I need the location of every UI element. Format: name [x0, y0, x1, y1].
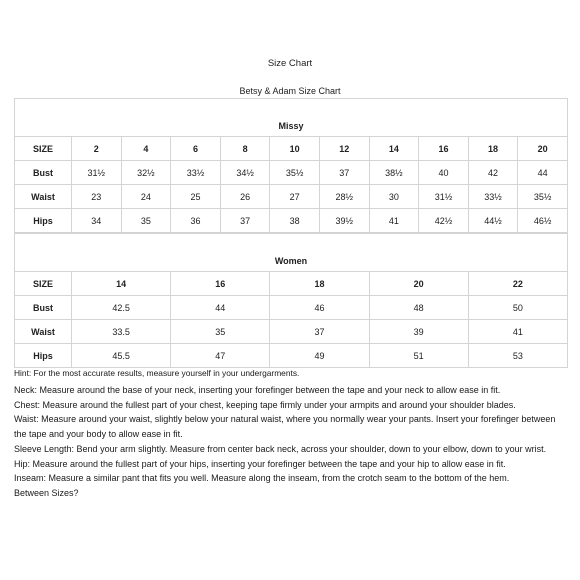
note-between-sizes: Between Sizes? [14, 487, 79, 498]
table-cell: 42 [468, 161, 518, 185]
missy-row-waist [15, 185, 568, 209]
table-cell: 35 [171, 320, 270, 344]
table-cell: 27 [270, 185, 320, 209]
missy-header-cell: SIZE [15, 137, 72, 161]
missy-header-cell: 2 [72, 137, 122, 161]
table-cell: 39½ [319, 209, 369, 233]
table-cell: 32½ [121, 161, 171, 185]
table-cell: 31½ [72, 161, 122, 185]
missy-header-cell: 16 [419, 137, 469, 161]
table-cell: 50 [468, 296, 567, 320]
note-inseam: Inseam: Measure a similar pant that fits you well. Measure along the inseam, from the crotch seam to the bottom of the hem. [14, 473, 510, 484]
table-cell: 47 [171, 344, 270, 368]
row-label: Bust [15, 296, 72, 320]
table-cell: 34½ [220, 161, 270, 185]
table-cell: 38½ [369, 161, 419, 185]
table-cell: 36 [171, 209, 221, 233]
table-cell: 46½ [518, 209, 568, 233]
table-cell: 53 [468, 344, 567, 368]
table-cell: 37 [270, 320, 369, 344]
missy-header-cell: 6 [171, 137, 221, 161]
women-header-cell: 16 [171, 272, 270, 296]
table-cell: 46 [270, 296, 369, 320]
table-cell: 26 [220, 185, 270, 209]
missy-size-table [14, 98, 568, 233]
missy-header-cell: 10 [270, 137, 320, 161]
missy-header-cell: 14 [369, 137, 419, 161]
table-cell: 42½ [419, 209, 469, 233]
table-cell: 24 [121, 185, 171, 209]
missy-section-title: Missy [15, 99, 568, 137]
table-cell: 44½ [468, 209, 518, 233]
women-header-cell: 22 [468, 272, 567, 296]
table-cell: 48 [369, 296, 468, 320]
hint-text: Hint: For the most accurate results, measure yourself in your undergarments. [14, 368, 300, 378]
row-label: Bust [15, 161, 72, 185]
table-cell: 44 [171, 296, 270, 320]
table-cell: 41 [468, 320, 567, 344]
page-title: Size Chart [267, 58, 313, 69]
table-cell: 35 [121, 209, 171, 233]
measurement-notes [14, 367, 569, 501]
table-cell: 44 [518, 161, 568, 185]
table-cell: 37 [220, 209, 270, 233]
missy-header-row [15, 137, 568, 161]
table-cell: 30 [369, 185, 419, 209]
table-cell: 37 [319, 161, 369, 185]
table-cell: 41 [369, 209, 419, 233]
table-title: Betsy & Adam Size Chart [239, 86, 341, 96]
table-cell: 28½ [319, 185, 369, 209]
women-header-row [15, 272, 568, 296]
women-size-table [14, 233, 568, 368]
note-neck: Neck: Measure around the base of your neck, inserting your forefinger between the tape and your neck to allow ease in fit. [14, 385, 501, 395]
table-cell: 45.5 [72, 344, 171, 368]
note-sleeve-length: Sleeve Length: Bend your arm slightly. Measure from center back neck, across your shoulder, down to your elbow, down to your wrist. [14, 443, 547, 454]
table-cell: 40 [419, 161, 469, 185]
women-row-waist [15, 320, 568, 344]
row-label: Hips [15, 344, 72, 368]
table-cell: 35½ [518, 185, 568, 209]
note-waist: Waist: Measure around your waist, slightly below your natural waist, where you normally wear your pants. Insert your forefinger between the tape and your body to allow ease in fit. [14, 414, 556, 440]
table-cell: 25 [171, 185, 221, 209]
table-cell: 39 [369, 320, 468, 344]
table-cell: 38 [270, 209, 320, 233]
row-label: Hips [15, 209, 72, 233]
women-row-hips [15, 344, 568, 368]
table-cell: 35½ [270, 161, 320, 185]
table-cell: 23 [72, 185, 122, 209]
missy-row-hips [15, 209, 568, 233]
missy-header-cell: 18 [468, 137, 518, 161]
table-cell: 33.5 [72, 320, 171, 344]
row-label: Waist [15, 185, 72, 209]
table-cell: 33½ [468, 185, 518, 209]
missy-header-cell: 12 [319, 137, 369, 161]
table-cell: 49 [270, 344, 369, 368]
row-label: Waist [15, 320, 72, 344]
missy-header-cell: 8 [220, 137, 270, 161]
missy-header-cell: 20 [518, 137, 568, 161]
missy-row-bust [15, 161, 568, 185]
women-section-title: Women [15, 234, 568, 272]
table-cell: 34 [72, 209, 122, 233]
table-cell: 31½ [419, 185, 469, 209]
women-row-bust [15, 296, 568, 320]
note-chest: Chest: Measure around the fullest part of your chest, keeping tape firmly under your armpits and around your shoulder blades. [14, 399, 516, 410]
women-header-cell: 18 [270, 272, 369, 296]
missy-header-cell: 4 [121, 137, 171, 161]
table-cell: 51 [369, 344, 468, 368]
women-header-cell: 20 [369, 272, 468, 296]
table-cell: 42.5 [72, 296, 171, 320]
women-header-cell: SIZE [15, 272, 72, 296]
women-header-cell: 14 [72, 272, 171, 296]
note-hip: Hip: Measure around the fullest part of your hips, inserting your forefinger between the tape and your hip to allow ease in fit. [14, 458, 506, 469]
table-cell: 33½ [171, 161, 221, 185]
